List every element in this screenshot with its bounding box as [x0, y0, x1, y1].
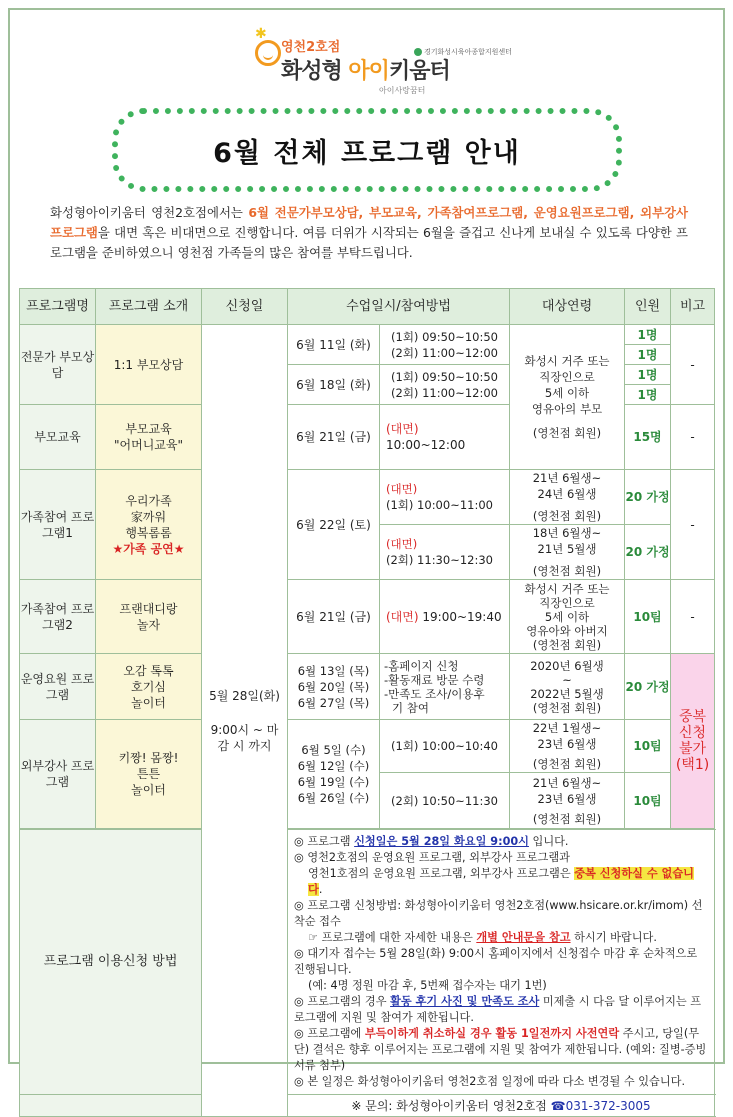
header-name: 프로그램명 — [20, 289, 96, 325]
notes-label: 프로그램 이용신청 방법 — [20, 830, 202, 1095]
header-count: 인원 — [625, 289, 671, 325]
org-logo: 경기화성시육아종합지원센터 — [414, 47, 512, 57]
program-name: 가족참여 프로그램2 — [20, 580, 96, 654]
capacity: 1명 — [625, 365, 671, 385]
contact-row — [20, 1095, 715, 1117]
program-name: 전문가 부모상담 — [20, 325, 96, 405]
session-date: 6월 11일 (화) — [288, 325, 380, 365]
program-intro: 프랜대디랑 놀자 — [96, 580, 202, 654]
header-intro: 프로그램 소개 — [96, 289, 202, 325]
capacity: 10팀 — [625, 580, 671, 654]
session-times: (1회) 09:50~10:50 (2회) 11:00~12:00 — [380, 325, 510, 365]
note-line: ◎ 프로그램 신청방법: 화성형아이키움터 영천2호점(www.hsicare.or.kr/imom) 선착순 접수 — [294, 899, 703, 928]
page-title: 6월 전체 프로그램 안내 — [213, 137, 521, 169]
note-line: ☞ 프로그램에 대한 자세한 내용은 개별 안내문을 참고 하시기 바랍니다. — [308, 931, 657, 944]
program-intro: 1:1 부모상담 — [96, 325, 202, 405]
intro-paragraph: 화성형아이키움터 영천2호점에서는 6월 전문가부모상담, 부모교육, 가족참여프로그램, 운영요원프로그램, 외부강사프로그램을 대면 혹은 비대면으로 진행합니다. 여름 더위가 시작되는 6월을 즐겁고 신나게 보내실 수 있도록 다양한 프로그램을 준비하였으니 영천점 가족들의 많은 참여를 부탁드립니다. — [50, 205, 688, 260]
program-name: 부모교육 — [20, 405, 96, 470]
note-line: ◎ 프로그램 신청일은 5월 28일 화요일 9:00시 입니다. — [294, 835, 569, 848]
star-icon: ★ — [112, 541, 124, 556]
capacity: 1명 — [625, 325, 671, 345]
table-row — [20, 720, 715, 773]
target-age: 21년 6월생~ 24년 6월생 (영천점 회원) — [510, 470, 625, 525]
remark: - — [671, 580, 715, 654]
session-date: 6월 13일 (목) 6월 20일 (목) 6월 27일 (목) — [288, 654, 380, 720]
target-age: 21년 6월생~ 23년 6월생 (영천점 회원) — [510, 773, 625, 829]
session-times: (1회) 09:50~10:50 (2회) 11:00~12:00 — [380, 365, 510, 405]
program-name: 외부강사 프로그램 — [20, 720, 96, 829]
capacity: 20 가정 — [625, 654, 671, 720]
remark-no-duplicate: 중복 신청 불가 (택1) — [671, 654, 715, 829]
session-date: 6월 5일 (수) 6월 12일 (수) 6월 19일 (수) 6월 26일 (수) — [288, 720, 380, 829]
capacity: 1명 — [625, 385, 671, 405]
capacity: 1명 — [625, 345, 671, 365]
program-name: 운영요원 프로그램 — [20, 654, 96, 720]
session-times: (대면) 10:00~12:00 — [380, 405, 510, 470]
program-intro: 오감 톡톡 호기심 놀이터 — [96, 654, 202, 720]
apply-time: 9:00시 ~ 마감 시 까지 — [210, 722, 279, 753]
note-line: 영천1호점의 운영요원 프로그램, 외부강사 프로그램은 중복 신청하실 수 없습니다. — [308, 867, 694, 896]
capacity: 20 가정 — [625, 470, 671, 525]
table-row — [20, 580, 715, 654]
remark: - — [671, 470, 715, 580]
star-icon: ★ — [173, 541, 185, 556]
session-date: 6월 22일 (토) — [288, 470, 380, 580]
note-line: ◎ 프로그램에 부득이하게 취소하실 경우 활동 1일전까지 사전연락 주시고, 당일(무단) 결석은 향후 이루어지는 프로그램에 지원 및 참여가 제한됩니다. (예외: 질병-증빙서류 첨부) — [294, 1027, 707, 1072]
header-apply: 신청일 — [202, 289, 288, 325]
program-intro: 우리가족 家까워 행복롬롬 ★가족 공연★ — [96, 470, 202, 580]
remark: - — [671, 405, 715, 470]
session-times: (2회) 10:50~11:30 — [380, 773, 510, 829]
spark-icon: ✱ — [255, 26, 267, 42]
logo-branch: 영천2호점 — [281, 40, 341, 55]
program-intro: 키짱! 몸짱! 튼튼 놀이터 — [96, 720, 202, 829]
capacity: 10팀 — [625, 773, 671, 829]
note-line: ◎ 대기자 접수는 5월 28일(화) 9:00시 홈페이지에서 신청접수 마감 후 순차적으로 진행됩니다. — [294, 947, 698, 976]
target-age: 화성시 거주 또는 직장인으로 5세 이하 영유아와 아버지 (영천점 회원) — [510, 580, 625, 654]
session-date: 6월 21일 (금) — [288, 405, 380, 470]
header-remark: 비고 — [671, 289, 715, 325]
logo-name: 화성형 아이키움터 — [281, 59, 450, 84]
contact-label-spacer — [20, 1095, 202, 1117]
target-age: 2020년 6월생 ~ 2022년 5월생 (영천점 회원) — [510, 654, 625, 720]
session-times: (1회) 10:00~10:40 — [380, 720, 510, 773]
org-icon — [414, 48, 422, 56]
apply-date: 5월 28일(화) — [209, 688, 280, 703]
program-intro: 부모교육 "어머니교육" — [96, 405, 202, 470]
table-row — [20, 325, 715, 345]
table-header — [20, 289, 715, 325]
session-times: (대면) (1회) 10:00~11:00 — [380, 470, 510, 525]
capacity: 10팀 — [625, 720, 671, 773]
apply-date-cell — [202, 325, 288, 1117]
note-line: ◎ 프로그램의 경우 활동 후기 사진 및 만족도 조사 미제출 시 다음 달 이루어지는 프로그램에 지원 및 참여가 제한됩니다. — [294, 995, 702, 1024]
notes-content — [288, 830, 715, 1095]
participation-method: -홈페이지 신청 -활동재료 방문 수령 -만족도 조사/이용후 기 참여 — [380, 654, 510, 720]
note-line: ◎ 영천2호점의 운영요원 프로그램, 외부강사 프로그램과 — [294, 851, 570, 864]
notes-row — [20, 830, 715, 1095]
header-target: 대상연령 — [510, 289, 625, 325]
contact-info: ※ 문의: 화성형아이키움터 영천2호점 ☎031-372-3005 — [288, 1095, 715, 1117]
note-line: ◎ 본 일정은 화성형아이키움터 영천2호점 일정에 따라 다소 변경될 수 있습니다. — [294, 1075, 686, 1088]
session-times: (대면) 19:00~19:40 — [380, 580, 510, 654]
phone-number[interactable]: ☎031-372-3005 — [550, 1098, 651, 1113]
note-line: (예: 4명 정원 마감 후, 5번째 접수자는 대기 1번) — [308, 979, 547, 992]
smile-face-icon — [255, 40, 281, 66]
session-times: (대면) (2회) 11:30~12:30 — [380, 525, 510, 580]
remark: - — [671, 325, 715, 405]
title-box — [112, 108, 622, 192]
logo — [255, 26, 495, 98]
header-schedule: 수업일시/참여방법 — [288, 289, 510, 325]
table-row — [20, 654, 715, 720]
session-date: 6월 18일 (화) — [288, 365, 380, 405]
session-date: 6월 21일 (금) — [288, 580, 380, 654]
table-row — [20, 470, 715, 525]
target-age: 화성시 거주 또는 직장인으로 5세 이하 영유아의 부모 (영천점 회원) — [510, 325, 625, 470]
capacity: 20 가정 — [625, 525, 671, 580]
target-age: 18년 6월생~ 21년 5월생 (영천점 회원) — [510, 525, 625, 580]
program-table — [19, 288, 715, 1117]
capacity: 15명 — [625, 405, 671, 470]
program-name: 가족참여 프로그램1 — [20, 470, 96, 580]
target-age: 22년 1월생~ 23년 6월생 (영천점 회원) — [510, 720, 625, 773]
logo-tagline: 아이사랑꿈터 — [379, 86, 426, 95]
